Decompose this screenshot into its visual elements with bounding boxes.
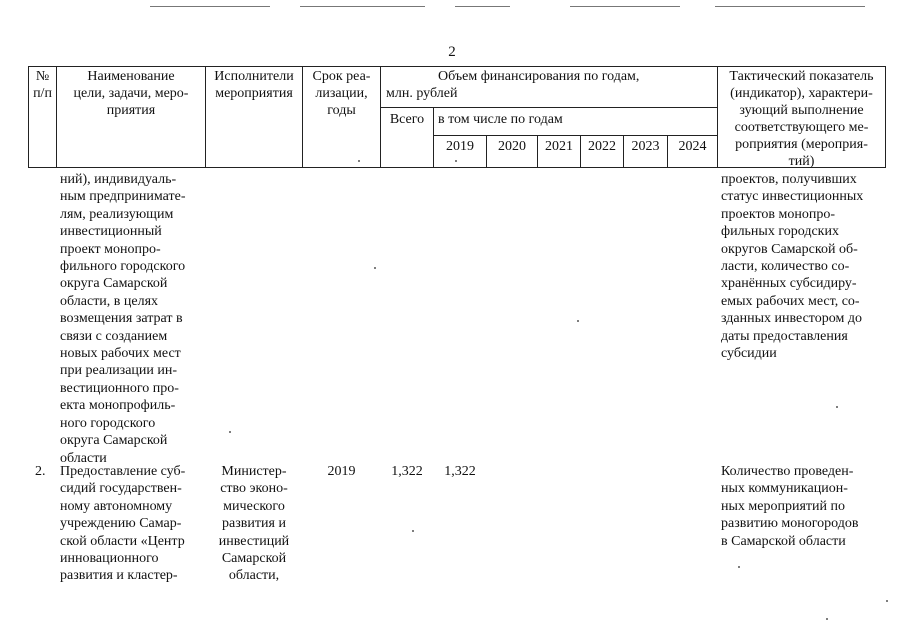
row1-indicator-cell bbox=[721, 171, 881, 362]
row2-name-line: Предоставление суб- bbox=[60, 464, 186, 479]
header-year-2022 bbox=[581, 138, 623, 155]
header-finance-cell bbox=[386, 68, 716, 102]
header-text: в том числе по годам bbox=[438, 112, 563, 127]
top-scan-rule bbox=[455, 6, 510, 7]
header-years-divider bbox=[433, 135, 717, 136]
row2-indicator-line: Количество проведен- bbox=[721, 464, 854, 479]
row1-name-line: лям, реализующим bbox=[60, 206, 174, 222]
row1-name-line: округа Самарской bbox=[60, 276, 168, 292]
header-year-2023 bbox=[624, 138, 667, 155]
page-number: 2 bbox=[448, 44, 456, 60]
header-by-years-cell bbox=[438, 111, 716, 128]
header-text: 2021 bbox=[545, 139, 573, 154]
row2-executor-line: области, bbox=[228, 568, 280, 584]
scan-speck bbox=[374, 267, 376, 269]
header-finance-divider bbox=[380, 107, 717, 108]
row1-indicator-line: зданных инвестором до bbox=[721, 311, 862, 327]
row2-indicator-line: развитию моногородов bbox=[721, 516, 859, 532]
scan-speck bbox=[836, 406, 838, 408]
row2-indicator-cell bbox=[721, 463, 881, 550]
header-year-2019 bbox=[434, 138, 486, 155]
row1-name-line: области bbox=[60, 450, 107, 466]
row1-name-line: ного городского bbox=[60, 415, 156, 431]
row2-executor-line: Самарской bbox=[221, 551, 287, 567]
row1-name-line: вестиционного про- bbox=[60, 380, 179, 396]
scan-speck bbox=[229, 431, 231, 433]
header-number-cell bbox=[29, 68, 56, 102]
row2-indicator-line: в Самарской области bbox=[721, 533, 846, 549]
header-text: мероприятия bbox=[215, 86, 293, 101]
header-year-2020 bbox=[487, 138, 537, 155]
header-text: 2020 bbox=[498, 139, 526, 154]
header-text: зующий выполнение bbox=[739, 103, 864, 118]
scan-speck bbox=[886, 600, 888, 602]
row2-name-line: учреждению Самар- bbox=[60, 516, 182, 532]
top-scan-rule bbox=[300, 6, 425, 7]
row1-name-line: области, в целях bbox=[60, 293, 159, 309]
row2-executors-cell bbox=[208, 463, 300, 585]
scan-speck bbox=[738, 566, 740, 568]
row1-name-line: проект монопро- bbox=[60, 241, 161, 257]
row2-name-line: ской области «Центр bbox=[60, 533, 185, 549]
scan-speck bbox=[577, 320, 579, 322]
header-text: Объем финансирования по годам, bbox=[438, 69, 640, 84]
header-text: № bbox=[35, 69, 50, 84]
header-total-cell bbox=[381, 111, 433, 128]
header-term-cell bbox=[303, 68, 380, 119]
header-top-border bbox=[28, 66, 885, 67]
row1-indicator-line: проектов, получивших bbox=[721, 172, 857, 187]
header-text: млн. рублей bbox=[386, 86, 458, 101]
header-text: 2023 bbox=[631, 139, 660, 154]
row1-indicator-line: проектов монопро- bbox=[721, 206, 836, 222]
header-text: Срок реа- bbox=[312, 69, 371, 84]
scan-speck bbox=[412, 530, 414, 532]
row2-executor-line: ство эконо- bbox=[220, 481, 288, 497]
row2-indicator-line: ных коммуникацион- bbox=[721, 481, 848, 497]
row2-indicator-line: ных мероприятий по bbox=[721, 498, 845, 514]
row1-indicator-line: даты предоставления bbox=[721, 328, 848, 344]
header-text: 2019 bbox=[446, 139, 474, 154]
row2-name-line: инновационного bbox=[60, 551, 159, 567]
row1-indicator-line: ласти, количество со- bbox=[721, 259, 850, 275]
row1-indicator-line: емых рабочих мест, со- bbox=[721, 293, 860, 309]
row1-name-line: фильного городского bbox=[60, 259, 186, 275]
row2-name-line: ному автономному bbox=[60, 498, 173, 514]
row1-indicator-line: статус инвестиционных bbox=[721, 189, 864, 205]
header-text: 2024 bbox=[678, 139, 707, 154]
header-indicator-cell bbox=[718, 68, 885, 170]
header-text: Всего bbox=[389, 112, 425, 127]
header-text: приятия bbox=[106, 103, 156, 118]
row1-name-line: при реализации ин- bbox=[60, 363, 178, 379]
top-scan-rule bbox=[715, 6, 865, 7]
header-right-border bbox=[885, 66, 886, 168]
scan-speck bbox=[358, 160, 360, 162]
row2-number-cell bbox=[35, 463, 55, 480]
header-year-2024 bbox=[668, 138, 717, 155]
top-scan-rule bbox=[150, 6, 270, 7]
row2-number: 2. bbox=[35, 464, 46, 479]
scan-speck bbox=[455, 160, 457, 162]
row2-name-line: развития и кластер- bbox=[60, 568, 178, 584]
row1-name-line: ным предпринимате- bbox=[60, 189, 186, 205]
row2-executor-line: инвестиций bbox=[218, 533, 290, 549]
row1-indicator-line: фильных городских bbox=[721, 224, 839, 240]
row1-name-line: ний), индивидуаль- bbox=[60, 172, 177, 187]
row1-name-line: инвестиционный bbox=[60, 224, 162, 240]
row1-name-line: возмещения затрат в bbox=[60, 311, 183, 327]
header-text: п/п bbox=[33, 86, 52, 101]
row2-term-cell bbox=[303, 463, 380, 480]
row2-name-cell bbox=[60, 463, 198, 585]
row2-term: 2019 bbox=[327, 464, 356, 479]
header-executors-cell bbox=[206, 68, 302, 102]
top-scan-rule bbox=[570, 6, 680, 7]
row2-total-cell bbox=[381, 463, 433, 480]
header-text: (индикатор), характери- bbox=[730, 86, 873, 101]
row1-name-line: екта монопрофиль- bbox=[60, 398, 176, 414]
row2-executor-line: мического bbox=[223, 498, 285, 514]
header-text: цели, задачи, меро- bbox=[73, 86, 189, 101]
row2-2019-value: 1,322 bbox=[444, 464, 476, 479]
header-text: роприятия (мероприя- bbox=[735, 137, 868, 152]
header-text: Тактический показатель bbox=[729, 69, 874, 84]
row2-total: 1,322 bbox=[391, 464, 423, 479]
header-name-cell bbox=[57, 68, 205, 119]
row1-indicator-line: хранённых субсидиру- bbox=[721, 276, 857, 292]
scan-speck bbox=[826, 618, 828, 620]
header-year-2021 bbox=[538, 138, 580, 155]
row1-name-line: округа Самарской bbox=[60, 433, 168, 449]
header-text: 2022 bbox=[588, 139, 616, 154]
header-text: соответствующего ме- bbox=[734, 120, 869, 135]
row1-name-line: новых рабочих мест bbox=[60, 346, 181, 362]
row2-executor-line: Министер- bbox=[221, 464, 287, 479]
row1-indicator-line: субсидии bbox=[721, 346, 777, 362]
row2-name-line: сидий государствен- bbox=[60, 481, 182, 497]
row2-2019-cell bbox=[434, 463, 486, 480]
row1-indicator-line: округов Самарской об- bbox=[721, 241, 858, 257]
header-text: тий) bbox=[788, 154, 815, 169]
header-text: Наименование bbox=[87, 69, 175, 84]
header-text: годы bbox=[327, 103, 356, 118]
row1-name-cell bbox=[60, 171, 198, 467]
row1-name-line: связи с созданием bbox=[60, 328, 168, 344]
row2-executor-line: развития и bbox=[222, 516, 286, 532]
header-text: лизации, bbox=[315, 86, 368, 101]
header-text: Исполнители bbox=[214, 69, 294, 84]
